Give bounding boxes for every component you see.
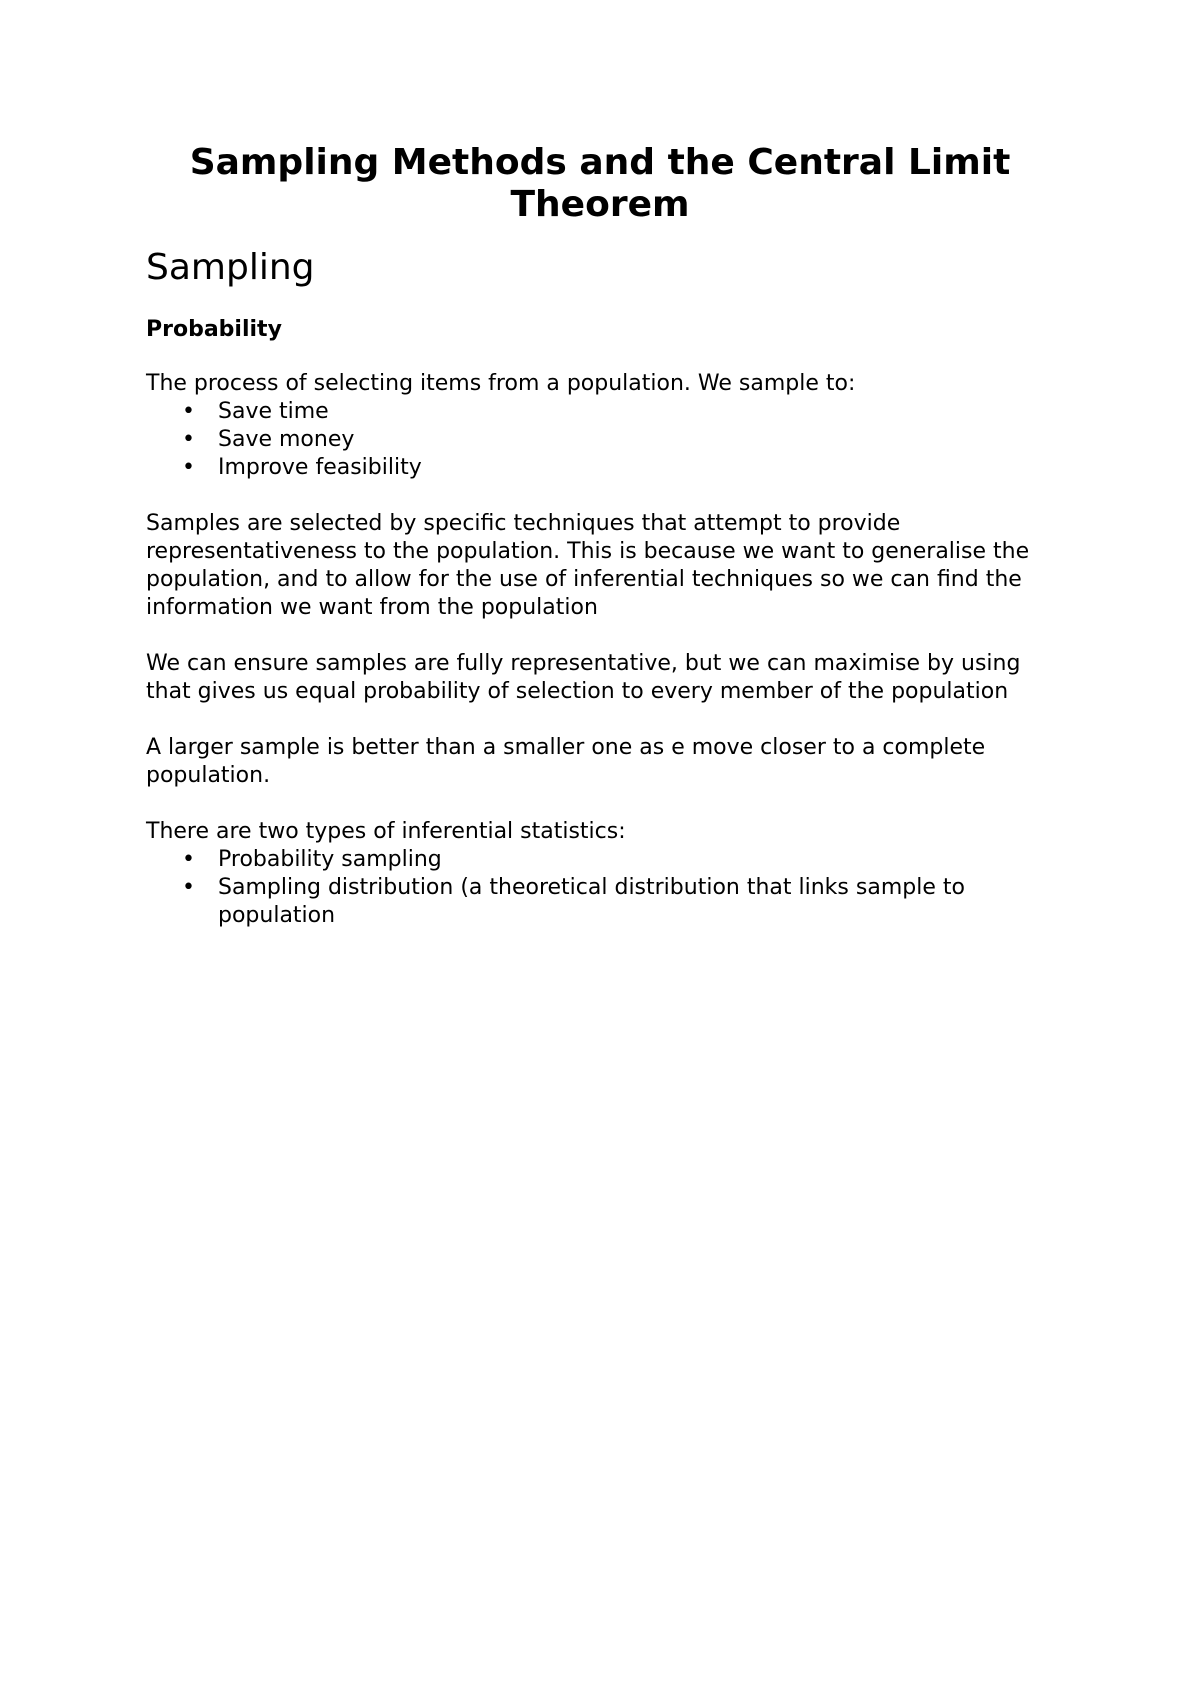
representativeness-paragraph: Samples are selected by specific techniques that attempt to provide representativeness to the population. This is because we want to generalise the population, and to allow for the use of inferential techniques so we can find the information we want from the population [146, 511, 1030, 620]
document-title: Sampling Methods and the Central Limit Theorem [189, 142, 1011, 225]
types-list [146, 846, 1054, 930]
reasons-list [146, 398, 1054, 482]
list-item: • Probability sampling [218, 846, 1054, 874]
list-item: • Sampling distribution (a theoretical distribution that links sample to population [218, 874, 1054, 930]
list-item: • Improve feasibility [218, 454, 1054, 482]
list-item: • Save time [218, 398, 1054, 426]
list-item: • Save money [218, 426, 1054, 454]
sample-size-paragraph: A larger sample is better than a smaller one as e move closer to a complete population. [146, 735, 986, 788]
subsection-heading: Probability [146, 317, 282, 342]
intro-paragraph: The process of selecting items from a population. We sample to: [146, 371, 856, 396]
section-heading: Sampling [146, 247, 315, 288]
probability-selection-paragraph: We can ensure samples are fully representative, but we can maximise by using that gives us equal probability of selection to every member of the population [146, 651, 1021, 704]
types-intro-paragraph: There are two types of inferential statistics: [146, 819, 626, 844]
